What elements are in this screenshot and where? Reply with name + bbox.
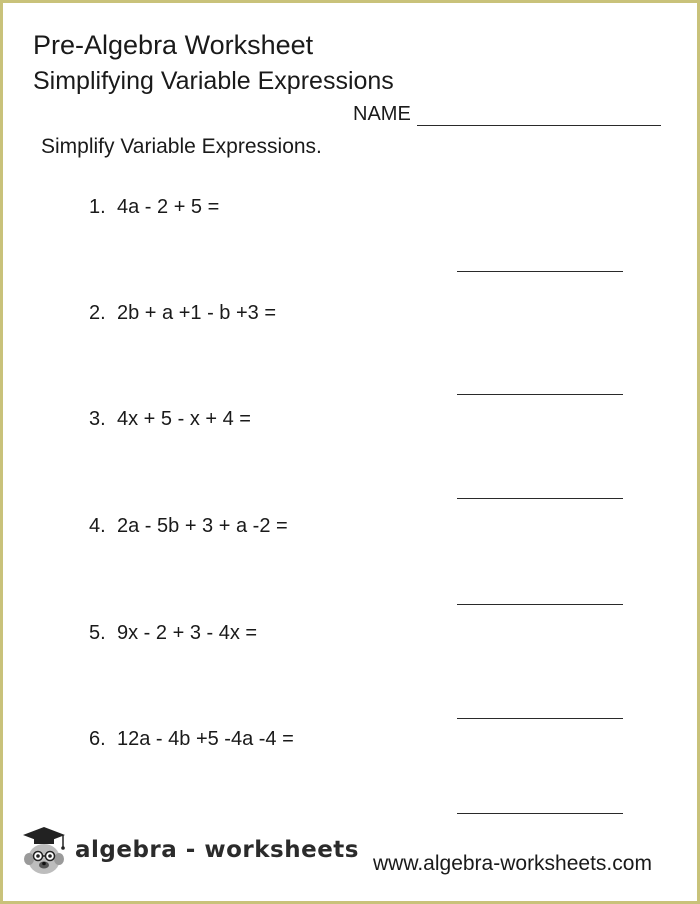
problem-4: [89, 514, 288, 538]
name-label: NAME: [353, 103, 411, 125]
problem-2: [89, 301, 276, 325]
name-field: [353, 102, 663, 128]
problem-number: 2.: [89, 302, 106, 324]
problem-expression: 2a - 5b + 3 + a -2 =: [117, 515, 288, 537]
name-line: [417, 125, 661, 126]
worksheet-subtitle: Simplifying Variable Expressions: [33, 67, 394, 95]
problem-5: [89, 621, 257, 645]
answer-line-3: [457, 498, 623, 499]
answer-line-6: [457, 813, 623, 814]
footer-url: www.algebra-worksheets.com: [373, 852, 652, 875]
logo-text: algebra - worksheets: [75, 837, 359, 863]
problem-expression: 2b + a +1 - b +3 =: [117, 302, 277, 324]
worksheet-title: Pre-Algebra Worksheet: [33, 30, 314, 60]
problem-number: 4.: [89, 515, 106, 537]
answer-line-1: [457, 271, 623, 272]
problem-expression: 4x + 5 - x + 4 =: [117, 408, 251, 430]
answer-line-4: [457, 604, 623, 605]
instructions: Simplify Variable Expressions.: [41, 135, 322, 158]
problem-number: 6.: [89, 728, 106, 750]
problem-expression: 4a - 2 + 5 =: [117, 196, 220, 218]
problem-number: 5.: [89, 622, 106, 644]
answer-line-5: [457, 718, 623, 719]
answer-line-2: [457, 394, 623, 395]
problem-expression: 12a - 4b +5 -4a -4 =: [117, 728, 294, 750]
problem-expression: 9x - 2 + 3 - 4x =: [117, 622, 258, 644]
problem-3: [89, 407, 251, 431]
site-logo: [19, 825, 359, 877]
problem-1: [89, 195, 219, 219]
problem-6: [89, 727, 294, 751]
graduate-mascot-icon: [19, 825, 69, 877]
problem-number: 3.: [89, 408, 106, 430]
problem-number: 1.: [89, 196, 106, 218]
